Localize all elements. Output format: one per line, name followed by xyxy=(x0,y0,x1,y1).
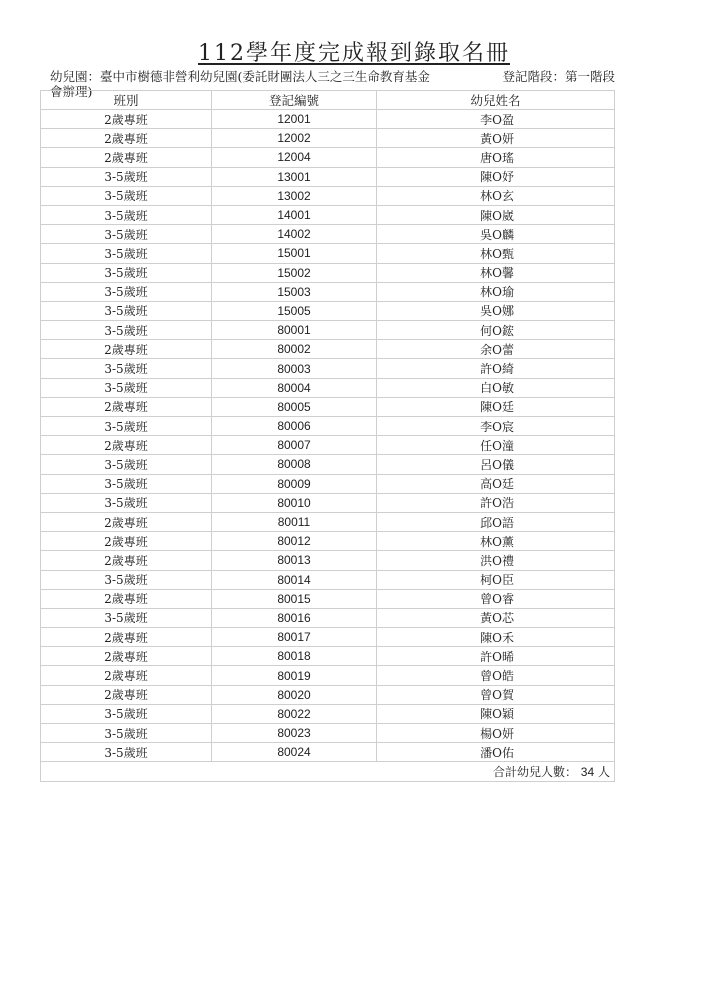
cell-name: 高O廷 xyxy=(377,474,615,493)
table-row xyxy=(41,589,615,608)
cell-class: 3-5歲班 xyxy=(41,167,212,186)
cell-class: 2歲專班 xyxy=(41,685,212,704)
table-row xyxy=(41,474,615,493)
table-row xyxy=(41,512,615,531)
cell-name: 林O薰 xyxy=(377,532,615,551)
table-row xyxy=(41,282,615,301)
cell-reg-no: 80017 xyxy=(212,628,377,647)
table-row xyxy=(41,148,615,167)
cell-name: 曾O皓 xyxy=(377,666,615,685)
table-row xyxy=(41,110,615,129)
cell-name: 林O甄 xyxy=(377,244,615,263)
cell-reg-no: 13002 xyxy=(212,186,377,205)
cell-name: 陳O穎 xyxy=(377,704,615,723)
table-row xyxy=(41,724,615,743)
table-row xyxy=(41,570,615,589)
cell-class: 2歲專班 xyxy=(41,589,212,608)
table-row xyxy=(41,532,615,551)
cell-reg-no: 12001 xyxy=(212,110,377,129)
cell-class: 2歲專班 xyxy=(41,340,212,359)
table-row xyxy=(41,666,615,685)
cell-reg-no: 80002 xyxy=(212,340,377,359)
table-row xyxy=(41,397,615,416)
cell-reg-no: 15001 xyxy=(212,244,377,263)
table-row xyxy=(41,628,615,647)
cell-name: 白O敏 xyxy=(377,378,615,397)
table-row xyxy=(41,321,615,340)
cell-reg-no: 80023 xyxy=(212,724,377,743)
cell-name: 洪O禮 xyxy=(377,551,615,570)
cell-class: 3-5歲班 xyxy=(41,493,212,512)
cell-reg-no: 80010 xyxy=(212,493,377,512)
table-row xyxy=(41,417,615,436)
cell-name: 曾O賀 xyxy=(377,685,615,704)
header-name: 幼兒姓名 xyxy=(377,91,615,110)
cell-class: 2歲專班 xyxy=(41,148,212,167)
cell-class: 3-5歲班 xyxy=(41,724,212,743)
cell-name: 李O宸 xyxy=(377,417,615,436)
cell-class: 2歲專班 xyxy=(41,397,212,416)
cell-name: 吳O娜 xyxy=(377,301,615,320)
registration-stage: 登記階段：第一階段 xyxy=(502,69,615,84)
total-cell xyxy=(41,762,615,782)
cell-class: 2歲專班 xyxy=(41,666,212,685)
cell-reg-no: 80015 xyxy=(212,589,377,608)
cell-reg-no: 80016 xyxy=(212,608,377,627)
cell-reg-no: 80004 xyxy=(212,378,377,397)
table-row xyxy=(41,129,615,148)
cell-class: 3-5歲班 xyxy=(41,474,212,493)
cell-reg-no: 13001 xyxy=(212,167,377,186)
cell-class: 3-5歲班 xyxy=(41,417,212,436)
cell-class: 2歲專班 xyxy=(41,532,212,551)
cell-name: 陳O禾 xyxy=(377,628,615,647)
cell-reg-no: 80008 xyxy=(212,455,377,474)
table-row xyxy=(41,685,615,704)
table-row xyxy=(41,225,615,244)
table-row xyxy=(41,263,615,282)
cell-reg-no: 80020 xyxy=(212,685,377,704)
cell-reg-no: 15003 xyxy=(212,282,377,301)
cell-reg-no: 80006 xyxy=(212,417,377,436)
table-row xyxy=(41,301,615,320)
cell-class: 3-5歲班 xyxy=(41,186,212,205)
table-row xyxy=(41,647,615,666)
table-row xyxy=(41,551,615,570)
total-unit: 人 xyxy=(597,765,610,780)
cell-reg-no: 80013 xyxy=(212,551,377,570)
cell-reg-no: 15002 xyxy=(212,263,377,282)
cell-reg-no: 80001 xyxy=(212,321,377,340)
page-title xyxy=(0,36,708,67)
cell-name: 曾O睿 xyxy=(377,589,615,608)
cell-reg-no: 80018 xyxy=(212,647,377,666)
cell-reg-no: 80005 xyxy=(212,397,377,416)
cell-reg-no: 80022 xyxy=(212,704,377,723)
cell-class: 3-5歲班 xyxy=(41,301,212,320)
cell-name: 林O玄 xyxy=(377,186,615,205)
cell-class: 3-5歲班 xyxy=(41,205,212,224)
total-count: 34 xyxy=(580,765,595,780)
cell-class: 3-5歲班 xyxy=(41,263,212,282)
table-row xyxy=(41,167,615,186)
cell-name: 李O盈 xyxy=(377,110,615,129)
cell-reg-no: 80014 xyxy=(212,570,377,589)
cell-class: 2歲專班 xyxy=(41,110,212,129)
cell-class: 3-5歲班 xyxy=(41,359,212,378)
cell-reg-no: 14002 xyxy=(212,225,377,244)
cell-name: 林O瑜 xyxy=(377,282,615,301)
cell-name: 任O潼 xyxy=(377,436,615,455)
cell-class: 2歲專班 xyxy=(41,628,212,647)
cell-name: 陳O崴 xyxy=(377,205,615,224)
cell-name: 陳O廷 xyxy=(377,397,615,416)
table-row xyxy=(41,704,615,723)
cell-class: 3-5歲班 xyxy=(41,608,212,627)
kindergarten-name: 幼兒園：臺中市樹德非營利幼兒園(委託財團法人三之三生命教育基金會辦理) xyxy=(50,69,430,99)
cell-name: 陳O妤 xyxy=(377,167,615,186)
cell-reg-no: 80019 xyxy=(212,666,377,685)
cell-class: 3-5歲班 xyxy=(41,225,212,244)
table-row xyxy=(41,608,615,627)
cell-name: 林O馨 xyxy=(377,263,615,282)
cell-reg-no: 14001 xyxy=(212,205,377,224)
table-row xyxy=(41,493,615,512)
cell-name: 吳O麟 xyxy=(377,225,615,244)
table-body xyxy=(41,110,615,762)
table-row xyxy=(41,743,615,762)
cell-name: 黃O芯 xyxy=(377,608,615,627)
cell-reg-no: 80024 xyxy=(212,743,377,762)
table-row xyxy=(41,436,615,455)
cell-class: 3-5歲班 xyxy=(41,455,212,474)
table-header-row xyxy=(41,91,615,110)
cell-reg-no: 12004 xyxy=(212,148,377,167)
cell-reg-no: 12002 xyxy=(212,129,377,148)
table-row xyxy=(41,205,615,224)
cell-name: 黃O妍 xyxy=(377,129,615,148)
cell-reg-no: 80003 xyxy=(212,359,377,378)
cell-class: 2歲專班 xyxy=(41,129,212,148)
table-row xyxy=(41,244,615,263)
total-label: 合計幼兒人數： xyxy=(492,765,577,780)
cell-name: 余O蕾 xyxy=(377,340,615,359)
table-row xyxy=(41,186,615,205)
cell-class: 3-5歲班 xyxy=(41,743,212,762)
header-reg-no: 登記編號 xyxy=(212,91,377,110)
document-meta xyxy=(50,69,615,99)
cell-class: 2歲專班 xyxy=(41,551,212,570)
cell-reg-no: 80012 xyxy=(212,532,377,551)
cell-name: 許O綺 xyxy=(377,359,615,378)
cell-class: 2歲專班 xyxy=(41,647,212,666)
table-row xyxy=(41,455,615,474)
cell-name: 許O浩 xyxy=(377,493,615,512)
cell-class: 3-5歲班 xyxy=(41,321,212,340)
cell-class: 3-5歲班 xyxy=(41,378,212,397)
cell-name: 潘O佑 xyxy=(377,743,615,762)
cell-name: 楊O妍 xyxy=(377,724,615,743)
cell-reg-no: 15005 xyxy=(212,301,377,320)
page-title-text: 112學年度完成報到錄取名冊 xyxy=(198,41,510,66)
cell-reg-no: 80009 xyxy=(212,474,377,493)
cell-name: 呂O儀 xyxy=(377,455,615,474)
enrollment-table xyxy=(40,90,615,782)
cell-reg-no: 80007 xyxy=(212,436,377,455)
cell-class: 2歲專班 xyxy=(41,436,212,455)
cell-name: 柯O臣 xyxy=(377,570,615,589)
cell-class: 2歲專班 xyxy=(41,512,212,531)
cell-name: 許O晞 xyxy=(377,647,615,666)
total-row xyxy=(41,762,615,782)
cell-name: 何O鋐 xyxy=(377,321,615,340)
table-row xyxy=(41,378,615,397)
cell-class: 3-5歲班 xyxy=(41,282,212,301)
cell-class: 3-5歲班 xyxy=(41,244,212,263)
cell-name: 邱O語 xyxy=(377,512,615,531)
table-row xyxy=(41,340,615,359)
table-row xyxy=(41,359,615,378)
cell-class: 3-5歲班 xyxy=(41,570,212,589)
cell-name: 唐O瑤 xyxy=(377,148,615,167)
cell-reg-no: 80011 xyxy=(212,512,377,531)
header-class: 班別 xyxy=(41,91,212,110)
cell-class: 3-5歲班 xyxy=(41,704,212,723)
